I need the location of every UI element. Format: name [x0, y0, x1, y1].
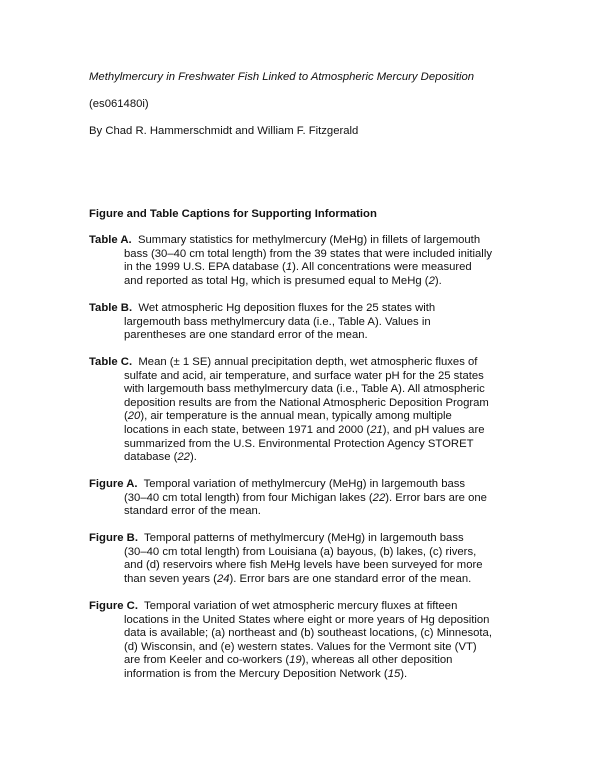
caption-line: parentheses are one standard error of the mean.: [124, 329, 368, 342]
caption-table-a: [89, 234, 529, 288]
caption-line: deposition results are from the National Atmospheric Deposition Program: [124, 396, 489, 409]
reference-number: 21: [370, 423, 383, 436]
caption-label: Table A.: [89, 234, 132, 246]
caption-text: (: [124, 410, 128, 423]
caption-line: [89, 478, 529, 492]
caption-line: [124, 492, 529, 506]
caption-text: Temporal patterns of methylmercury (MeHg) in largemouth bass: [144, 532, 464, 544]
caption-text: Wet atmospheric Hg deposition fluxes for the 25 states with: [138, 302, 436, 314]
caption-line: [124, 668, 529, 682]
caption-text: than seven years (: [124, 572, 217, 585]
reference-number: 20: [127, 410, 141, 423]
caption-text: ).: [189, 451, 197, 464]
caption-label: Figure B.: [89, 532, 138, 544]
caption-line: [124, 261, 529, 275]
caption-text: ).: [434, 274, 442, 287]
caption-line: (d) Wisconsin, and (e) western states. Values for the Vermont site (VT): [124, 640, 477, 653]
caption-line: [89, 532, 529, 546]
caption-line: data is available; (a) northeast and (b) southeast locations, (c) Minnesota,: [124, 627, 492, 640]
caption-text: information is from the Mercury Deposition Network (: [124, 667, 388, 680]
caption-line: largemouth bass methylmercury data (i.e., Table A). Values in: [124, 315, 431, 328]
document-title: Methylmercury in Freshwater Fish Linked to Atmospheric Mercury Deposition: [89, 71, 475, 83]
caption-label: Figure C.: [89, 600, 138, 612]
caption-line: [89, 600, 529, 614]
caption-text: Mean (± 1 SE) annual precipitation depth, wet atmospheric fluxes of: [138, 356, 478, 368]
caption-line: and (d) reservoirs where fish MeHg levels have been surveyed for more: [124, 559, 483, 572]
caption-line: [124, 424, 529, 438]
document-id: (es061480i): [89, 98, 149, 110]
document-authors: By Chad R. Hammerschmidt and William F. Fitzgerald: [89, 125, 359, 137]
caption-text: (30–40 cm total length) from four Michigan lakes (: [124, 491, 373, 504]
caption-text: locations in each state, between 1971 and 2000 (: [124, 423, 371, 436]
reference-number: 22: [372, 491, 386, 504]
caption-table-b: [89, 302, 529, 343]
reference-number: 24: [216, 572, 230, 585]
caption-line: [89, 356, 529, 370]
caption-line: locations in the United States where eight or more years of Hg deposition: [124, 613, 490, 626]
caption-line: sulfate and acid, air temperature, and surface water pH for the 25 states: [124, 369, 484, 382]
caption-text: ).: [400, 667, 408, 680]
caption-table-c: [89, 356, 529, 465]
section-heading: Figure and Table Captions for Supporting Information: [89, 208, 377, 220]
caption-text: ). All concentrations were measured: [292, 261, 472, 274]
caption-line: bass (30–40 cm total length) from the 39 states that were included initially: [124, 247, 492, 260]
caption-label: Table B.: [89, 302, 133, 314]
caption-line: summarized from the U.S. Environmental Protection Agency STORET: [124, 437, 474, 450]
caption-line: with largemouth bass methylmercury data (i.e., Table A). All atmospheric: [124, 383, 485, 396]
caption-line: [124, 573, 529, 587]
caption-text: database (: [124, 451, 178, 464]
caption-text: Summary statistics for methylmercury (MeHg) in fillets of largemouth: [137, 234, 481, 246]
caption-text: and reported as total Hg, which is presumed equal to MeHg (: [124, 274, 429, 287]
reference-number: 19: [289, 654, 302, 667]
caption-line: [124, 275, 529, 289]
caption-figure-c: [89, 600, 529, 682]
caption-text: are from Keeler and co-workers (: [124, 654, 290, 667]
caption-label: Figure A.: [89, 478, 138, 490]
caption-text: ). Error bars are one standard error of the mean.: [229, 572, 472, 585]
caption-figure-b: [89, 532, 529, 586]
caption-text: in the 1999 U.S. EPA database (: [124, 261, 286, 274]
caption-text: ), whereas all other deposition: [301, 654, 453, 667]
caption-figure-a: [89, 478, 529, 519]
reference-number: 2: [428, 274, 435, 287]
caption-text: Temporal variation of methylmercury (MeHg) in largemouth bass: [143, 478, 466, 490]
reference-number: 1: [285, 261, 293, 274]
caption-text: ), air temperature is the annual mean, typically among multiple: [140, 410, 452, 423]
caption-line: [89, 302, 529, 316]
caption-line: [124, 451, 529, 465]
caption-line: [124, 654, 529, 668]
caption-line: (30–40 cm total length) from Louisiana (a) bayous, (b) lakes, (c) rivers,: [124, 545, 477, 558]
caption-line: [124, 410, 529, 424]
caption-line: [89, 234, 529, 248]
caption-text: Temporal variation of wet atmospheric mercury fluxes at fifteen: [144, 600, 458, 612]
caption-label: Table C.: [89, 356, 133, 368]
caption-text: ), and pH values are: [382, 423, 485, 436]
caption-line: standard error of the mean.: [124, 505, 261, 518]
reference-number: 15: [387, 667, 401, 680]
caption-text: ). Error bars are one: [385, 491, 487, 504]
reference-number: 22: [177, 451, 190, 464]
